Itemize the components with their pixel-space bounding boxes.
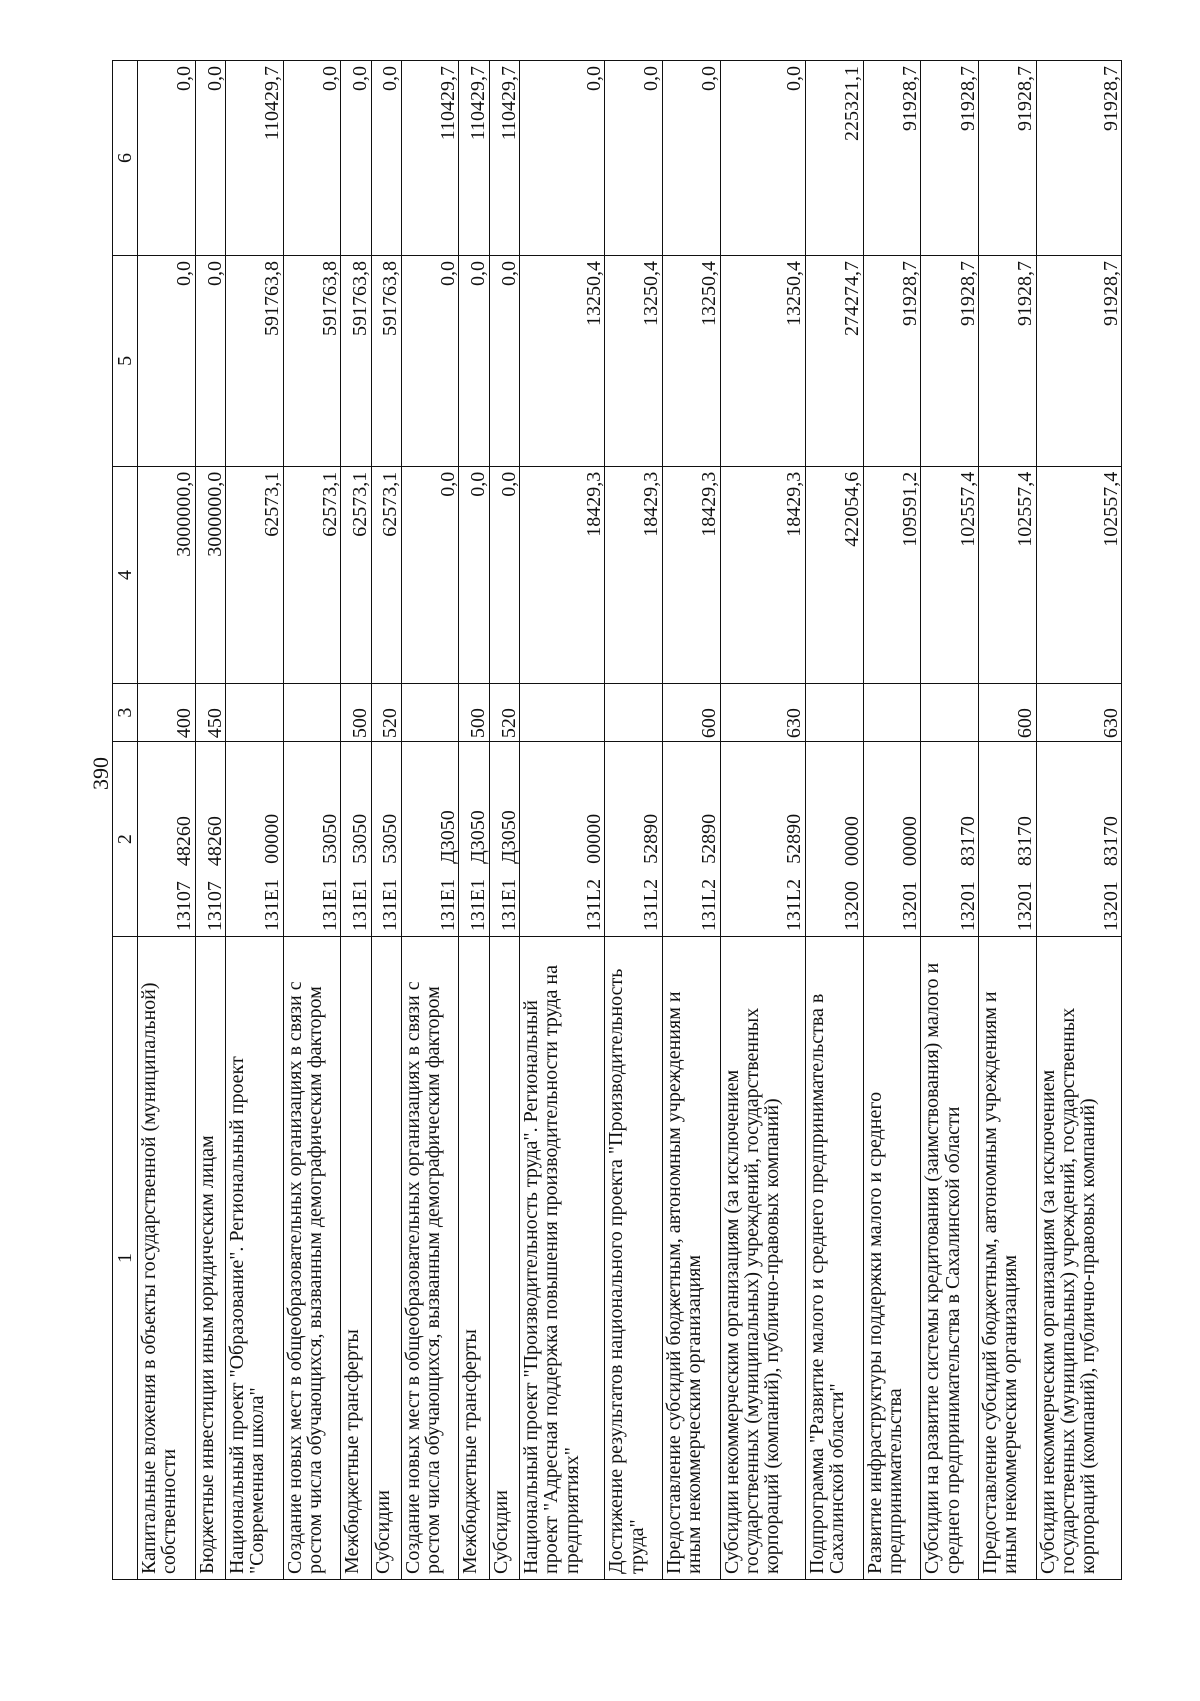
row-name: Создание новых мест в общеобразовательных организациях в связи с ростом числа обучающихся, вызванным демографическим фактором <box>283 937 341 1580</box>
amount-col4: 18429,3 <box>662 466 720 683</box>
row-name: Национальный проект "Образование". Региональный проект "Современная школа" <box>225 937 283 1580</box>
amount-col6: 0,0 <box>138 61 196 256</box>
amount-col6: 91928,7 <box>863 61 921 256</box>
expense-type: 630 <box>720 684 805 742</box>
amount-col4: 109591,2 <box>863 466 921 683</box>
table-row <box>720 61 805 1580</box>
amount-col4: 62573,1 <box>371 466 401 683</box>
amount-col6: 91928,7 <box>921 61 979 256</box>
table-row <box>978 61 1036 1580</box>
table-row <box>605 61 663 1580</box>
amount-col6: 0,0 <box>662 61 720 256</box>
target-code: 13201 83170 <box>1036 742 1121 937</box>
row-name: Субсидии на развитие системы кредитования (заимствования) малого и среднего предпринимательства в Сахалинской области <box>921 937 979 1580</box>
target-code: 13107 48260 <box>138 742 196 937</box>
amount-col4: 18429,3 <box>605 466 663 683</box>
amount-col4: 102557,4 <box>921 466 979 683</box>
expense-type <box>605 684 663 742</box>
amount-col6: 110429,7 <box>489 61 519 256</box>
expense-type <box>225 684 283 742</box>
target-code: 131E1 Д3050 <box>489 742 519 937</box>
amount-col5: 591763,8 <box>341 256 371 467</box>
table-row <box>195 61 225 1580</box>
expense-type: 520 <box>371 684 401 742</box>
table-row <box>863 61 921 1580</box>
amount-col5: 91928,7 <box>1036 256 1121 467</box>
amount-col6: 0,0 <box>371 61 401 256</box>
amount-col4: 0,0 <box>401 466 459 683</box>
expense-type <box>863 684 921 742</box>
amount-col5: 0,0 <box>459 256 489 467</box>
target-code: 131E1 53050 <box>371 742 401 937</box>
amount-col5: 91928,7 <box>863 256 921 467</box>
amount-col5: 591763,8 <box>283 256 341 467</box>
table-row <box>283 61 341 1580</box>
target-code: 131L2 52890 <box>662 742 720 937</box>
row-name: Межбюджетные трансферты <box>459 937 489 1580</box>
amount-col5: 91928,7 <box>978 256 1036 467</box>
amount-col6: 110429,7 <box>225 61 283 256</box>
header-row <box>113 61 138 1580</box>
row-name: Создание новых мест в общеобразовательных организациях в связи с ростом числа обучающихся, вызванным демографическим фактором <box>401 937 459 1580</box>
row-name: Достижение результатов национального проекта "Производительность труда" <box>605 937 663 1580</box>
amount-col6: 0,0 <box>341 61 371 256</box>
target-code: 131L2 52890 <box>720 742 805 937</box>
expense-type: 400 <box>138 684 196 742</box>
amount-col4: 3000000,0 <box>195 466 225 683</box>
table-row <box>662 61 720 1580</box>
row-name: Предоставление субсидий бюджетным, автономным учреждениям и иным некоммерческим организациям <box>978 937 1036 1580</box>
expense-type <box>805 684 863 742</box>
target-code: 13201 00000 <box>863 742 921 937</box>
table-row <box>1036 61 1121 1580</box>
amount-col6: 110429,7 <box>401 61 459 256</box>
amount-col5: 13250,4 <box>519 256 604 467</box>
expense-type <box>401 684 459 742</box>
rotated-table-container <box>112 60 1122 1580</box>
expense-type: 520 <box>489 684 519 742</box>
amount-col5: 91928,7 <box>921 256 979 467</box>
row-name: Субсидии <box>489 937 519 1580</box>
amount-col4: 62573,1 <box>341 466 371 683</box>
target-code: 13200 00000 <box>805 742 863 937</box>
page-number: 390 <box>88 757 113 790</box>
amount-col4: 102557,4 <box>978 466 1036 683</box>
table-row <box>805 61 863 1580</box>
table-row <box>519 61 604 1580</box>
amount-col4: 102557,4 <box>1036 466 1121 683</box>
amount-col5: 274274,7 <box>805 256 863 467</box>
expense-type: 500 <box>459 684 489 742</box>
amount-col5: 0,0 <box>489 256 519 467</box>
row-name: Субсидии <box>371 937 401 1580</box>
target-code: 131E1 53050 <box>341 742 371 937</box>
expense-type <box>921 684 979 742</box>
table-row <box>401 61 459 1580</box>
amount-col6: 0,0 <box>720 61 805 256</box>
amount-col5: 0,0 <box>138 256 196 467</box>
target-code: 131E1 Д3050 <box>401 742 459 937</box>
amount-col5: 13250,4 <box>605 256 663 467</box>
amount-col6: 0,0 <box>283 61 341 256</box>
target-code: 131L2 00000 <box>519 742 604 937</box>
target-code: 131L2 52890 <box>605 742 663 937</box>
amount-col4: 62573,1 <box>225 466 283 683</box>
expense-type <box>519 684 604 742</box>
target-code: 131E1 53050 <box>283 742 341 937</box>
row-name: Развитие инфраструктуры поддержки малого и среднего предпринимательства <box>863 937 921 1580</box>
table-body <box>138 61 1122 1580</box>
table-row <box>489 61 519 1580</box>
target-code: 131E1 Д3050 <box>459 742 489 937</box>
amount-col6: 0,0 <box>195 61 225 256</box>
amount-col6: 110429,7 <box>459 61 489 256</box>
amount-col4: 0,0 <box>459 466 489 683</box>
amount-col5: 13250,4 <box>720 256 805 467</box>
column-header: 5 <box>113 256 138 467</box>
amount-col4: 0,0 <box>489 466 519 683</box>
table-row <box>138 61 196 1580</box>
target-code: 131E1 00000 <box>225 742 283 937</box>
amount-col4: 3000000,0 <box>138 466 196 683</box>
column-header: 1 <box>113 937 138 1580</box>
amount-col4: 18429,3 <box>720 466 805 683</box>
amount-col6: 91928,7 <box>1036 61 1121 256</box>
table-row <box>225 61 283 1580</box>
amount-col6: 225321,1 <box>805 61 863 256</box>
amount-col5: 591763,8 <box>225 256 283 467</box>
amount-col6: 0,0 <box>605 61 663 256</box>
column-header: 6 <box>113 61 138 256</box>
amount-col4: 422054,6 <box>805 466 863 683</box>
row-name: Подпрограмма "Развитие малого и среднего предпринимательства в Сахалинской области" <box>805 937 863 1580</box>
row-name: Межбюджетные трансферты <box>341 937 371 1580</box>
expense-type: 500 <box>341 684 371 742</box>
table-row <box>371 61 401 1580</box>
column-header: 4 <box>113 466 138 683</box>
table-row <box>341 61 371 1580</box>
expense-type: 600 <box>662 684 720 742</box>
amount-col5: 0,0 <box>195 256 225 467</box>
expense-type <box>283 684 341 742</box>
expense-type: 630 <box>1036 684 1121 742</box>
expense-type: 450 <box>195 684 225 742</box>
row-name: Национальный проект "Производительность труда". Региональный проект "Адресная поддержка повышения производительности труда на предприятиях" <box>519 937 604 1580</box>
row-name: Субсидии некоммерческим организациям (за исключением государственных (муниципальных) учреждений, государственных корпораций (компаний), публично-правовых компаний) <box>720 937 805 1580</box>
amount-col4: 18429,3 <box>519 466 604 683</box>
column-header: 3 <box>113 684 138 742</box>
budget-table <box>112 60 1122 1580</box>
row-name: Субсидии некоммерческим организациям (за исключением государственных (муниципальных) учреждений, государственных корпораций (компаний), публично-правовых компаний) <box>1036 937 1121 1580</box>
column-header: 2 <box>113 742 138 937</box>
amount-col5: 591763,8 <box>371 256 401 467</box>
amount-col6: 0,0 <box>519 61 604 256</box>
amount-col5: 0,0 <box>401 256 459 467</box>
expense-type: 600 <box>978 684 1036 742</box>
table-row <box>459 61 489 1580</box>
table-row <box>921 61 979 1580</box>
row-name: Предоставление субсидий бюджетным, автономным учреждениям и иным некоммерческим организациям <box>662 937 720 1580</box>
amount-col5: 13250,4 <box>662 256 720 467</box>
target-code: 13107 48260 <box>195 742 225 937</box>
amount-col6: 91928,7 <box>978 61 1036 256</box>
row-name: Бюджетные инвестиции иным юридическим лицам <box>195 937 225 1580</box>
target-code: 13201 83170 <box>921 742 979 937</box>
row-name: Капитальные вложения в объекты государственной (муниципальной) собственности <box>138 937 196 1580</box>
target-code: 13201 83170 <box>978 742 1036 937</box>
amount-col4: 62573,1 <box>283 466 341 683</box>
